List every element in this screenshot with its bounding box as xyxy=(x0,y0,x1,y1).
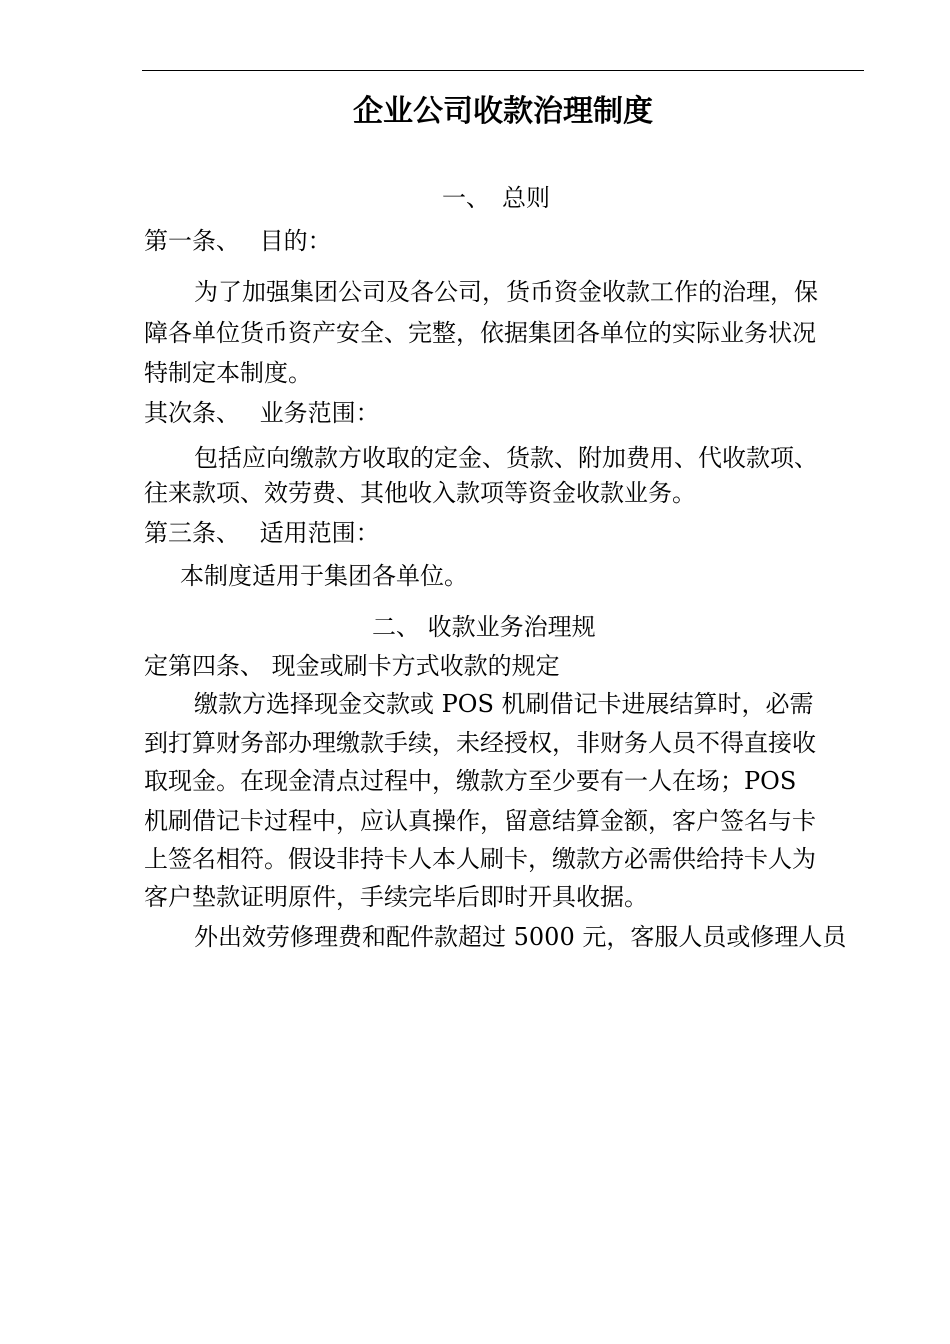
article-2-body-line-2: 往来款项、效劳费、其他收入款项等资金收款业务。 xyxy=(144,479,696,507)
section-1-heading: 一、 总则 xyxy=(442,184,550,212)
pos-term: POS xyxy=(441,690,494,718)
article-4-heading: 定第四条、 现金或刷卡方式收款的规定 xyxy=(144,652,560,680)
article-4-line-1-text-a: 缴款方选择现金交款或 xyxy=(194,690,442,718)
pos-term: POS xyxy=(744,767,797,795)
article-1-body-line-3: 特制定本制度。 xyxy=(144,359,312,387)
article-4-body-line-2: 到打算财务部办理缴款手续，未经授权，非财务人员不得直接收 xyxy=(144,729,816,757)
header-rule xyxy=(142,70,864,71)
article-5-text-b: 元，客服人员或修理人员 xyxy=(574,923,847,951)
article-4-body-line-3 xyxy=(144,765,796,797)
article-4-body-line-1 xyxy=(194,688,814,720)
amount-value: 5000 xyxy=(513,923,575,951)
section-2-heading: 二、 收款业务治理规 xyxy=(372,613,596,641)
article-1-heading: 第一条、 目的： xyxy=(144,227,332,255)
article-2-body-line-1: 包括应向缴款方收取的定金、货款、附加费用、代收款项、 xyxy=(194,444,818,472)
article-2-heading: 其次条、 业务范围： xyxy=(144,399,380,427)
article-1-body-line-2: 障各单位货币资产安全、完整，依据集团各单位的实际业务状况 xyxy=(144,319,816,347)
document-title: 企业公司收款治理制度 xyxy=(353,94,653,129)
article-5-text-a: 外出效劳修理费和配件款超过 xyxy=(194,923,514,951)
article-4-body-line-4: 机刷借记卡过程中，应认真操作，留意结算金额，客户签名与卡 xyxy=(144,807,816,835)
article-1-body-line-1: 为了加强集团公司及各公司，货币资金收款工作的治理，保 xyxy=(194,278,818,306)
article-3-heading: 第三条、 适用范围： xyxy=(144,519,380,547)
article-4-line-3-text: 取现金。在现金清点过程中，缴款方至少要有一人在场； xyxy=(144,767,744,795)
article-4-body-line-6: 客户垫款证明原件，手续完毕后即时开具收据。 xyxy=(144,883,648,911)
article-3-body: 本制度适用于集团各单位。 xyxy=(180,562,468,590)
article-5-body-line-1 xyxy=(194,921,846,953)
article-4-body-line-5: 上签名相符。假设非持卡人本人刷卡，缴款方必需供给持卡人为 xyxy=(144,845,816,873)
article-4-line-1-text-b: 机刷借记卡进展结算时，必需 xyxy=(493,690,814,718)
